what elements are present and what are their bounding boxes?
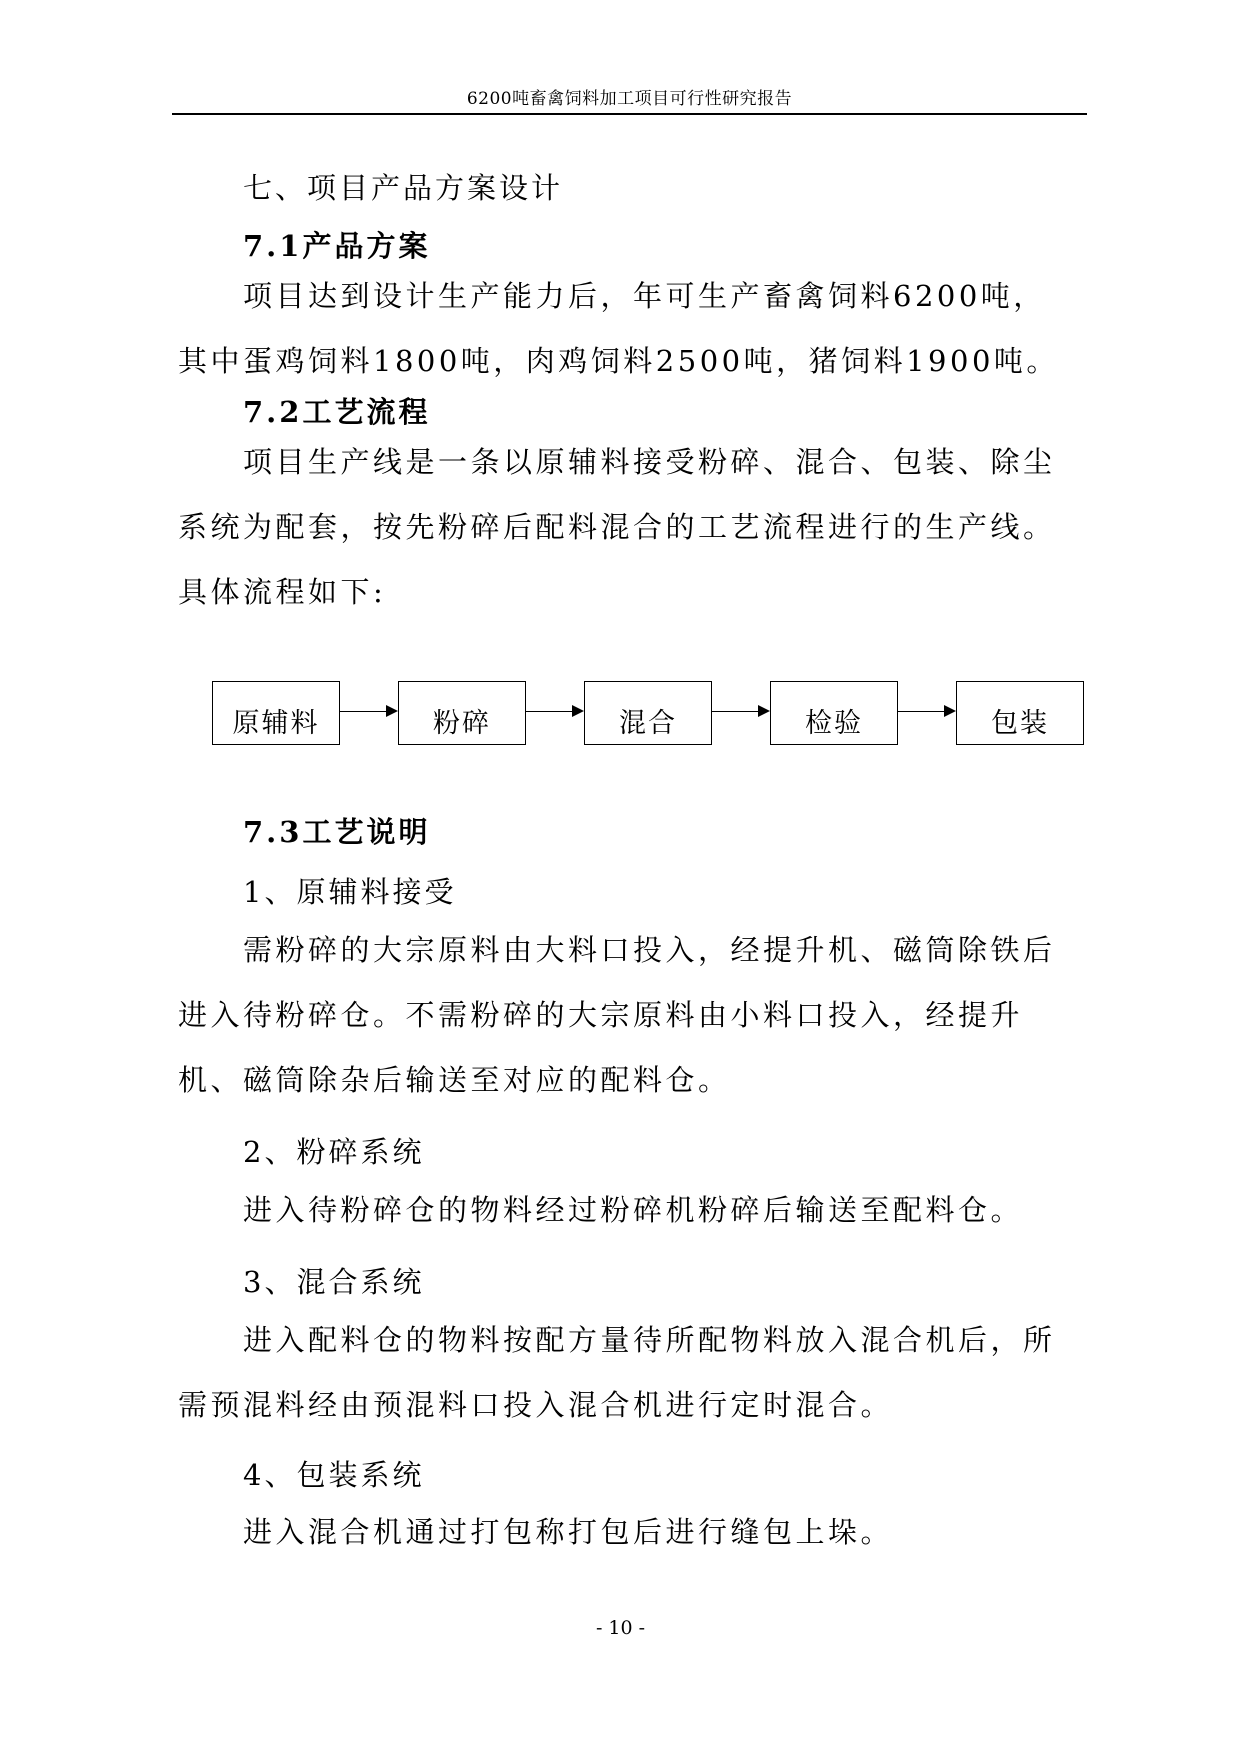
item-2-body: 进入待粉碎仓的物料经过粉碎机粉碎后输送至配料仓。 (243, 1193, 1024, 1227)
item-1-heading: 1、原辅料接受 (243, 875, 457, 909)
flow-step-raw-materials: 原辅料 (212, 681, 340, 745)
item-2-heading: 2、粉碎系统 (243, 1135, 425, 1169)
process-flow-diagram (212, 681, 1090, 747)
item-4-heading: 4、包装系统 (243, 1458, 425, 1492)
chapter-title: 七、项目产品方案设计 (243, 171, 564, 205)
running-header: 6200吨畜禽饲料加工项目可行性研究报告 (466, 89, 793, 109)
flow-arrow (712, 711, 768, 712)
section-7-2-title: 7.2工艺流程 (243, 395, 431, 429)
flow-arrow (898, 711, 954, 712)
item-3-heading: 3、混合系统 (243, 1265, 425, 1299)
item-1-body: 需粉碎的大宗原料由大料口投入，经提升机、磁筒除铁后进入待粉碎仓。不需粉碎的大宗原料由小料口投入，经提升机、磁筒除杂后输送至对应的配料仓。 (178, 933, 1056, 1097)
flow-step-packaging: 包装 (956, 681, 1084, 745)
section-7-1-title: 7.1产品方案 (243, 229, 431, 263)
flow-arrow (526, 711, 582, 712)
flow-step-crushing: 粉碎 (398, 681, 526, 745)
section-7-3-title: 7.3工艺说明 (243, 815, 431, 849)
page-number: - 10 - (595, 1617, 646, 1639)
flow-step-inspection: 检验 (770, 681, 898, 745)
section-7-1-body: 项目达到设计生产能力后，年可生产畜禽饲料6200吨，其中蛋鸡饲料1800吨，肉鸡饲料2500吨，猪饲料1900吨。 (178, 279, 1059, 378)
flow-arrow (340, 711, 396, 712)
flow-step-mixing: 混合 (584, 681, 712, 745)
item-4-body: 进入混合机通过打包称打包后进行缝包上垛。 (243, 1515, 894, 1549)
item-3-body: 进入配料仓的物料按配方量待所配物料放入混合机后，所需预混料经由预混料口投入混合机进行定时混合。 (178, 1323, 1056, 1422)
header-rule (172, 113, 1087, 115)
section-7-2-body: 项目生产线是一条以原辅料接受粉碎、混合、包装、除尘系统为配套，按先粉碎后配料混合的工艺流程进行的生产线。具体流程如下: (178, 445, 1056, 609)
